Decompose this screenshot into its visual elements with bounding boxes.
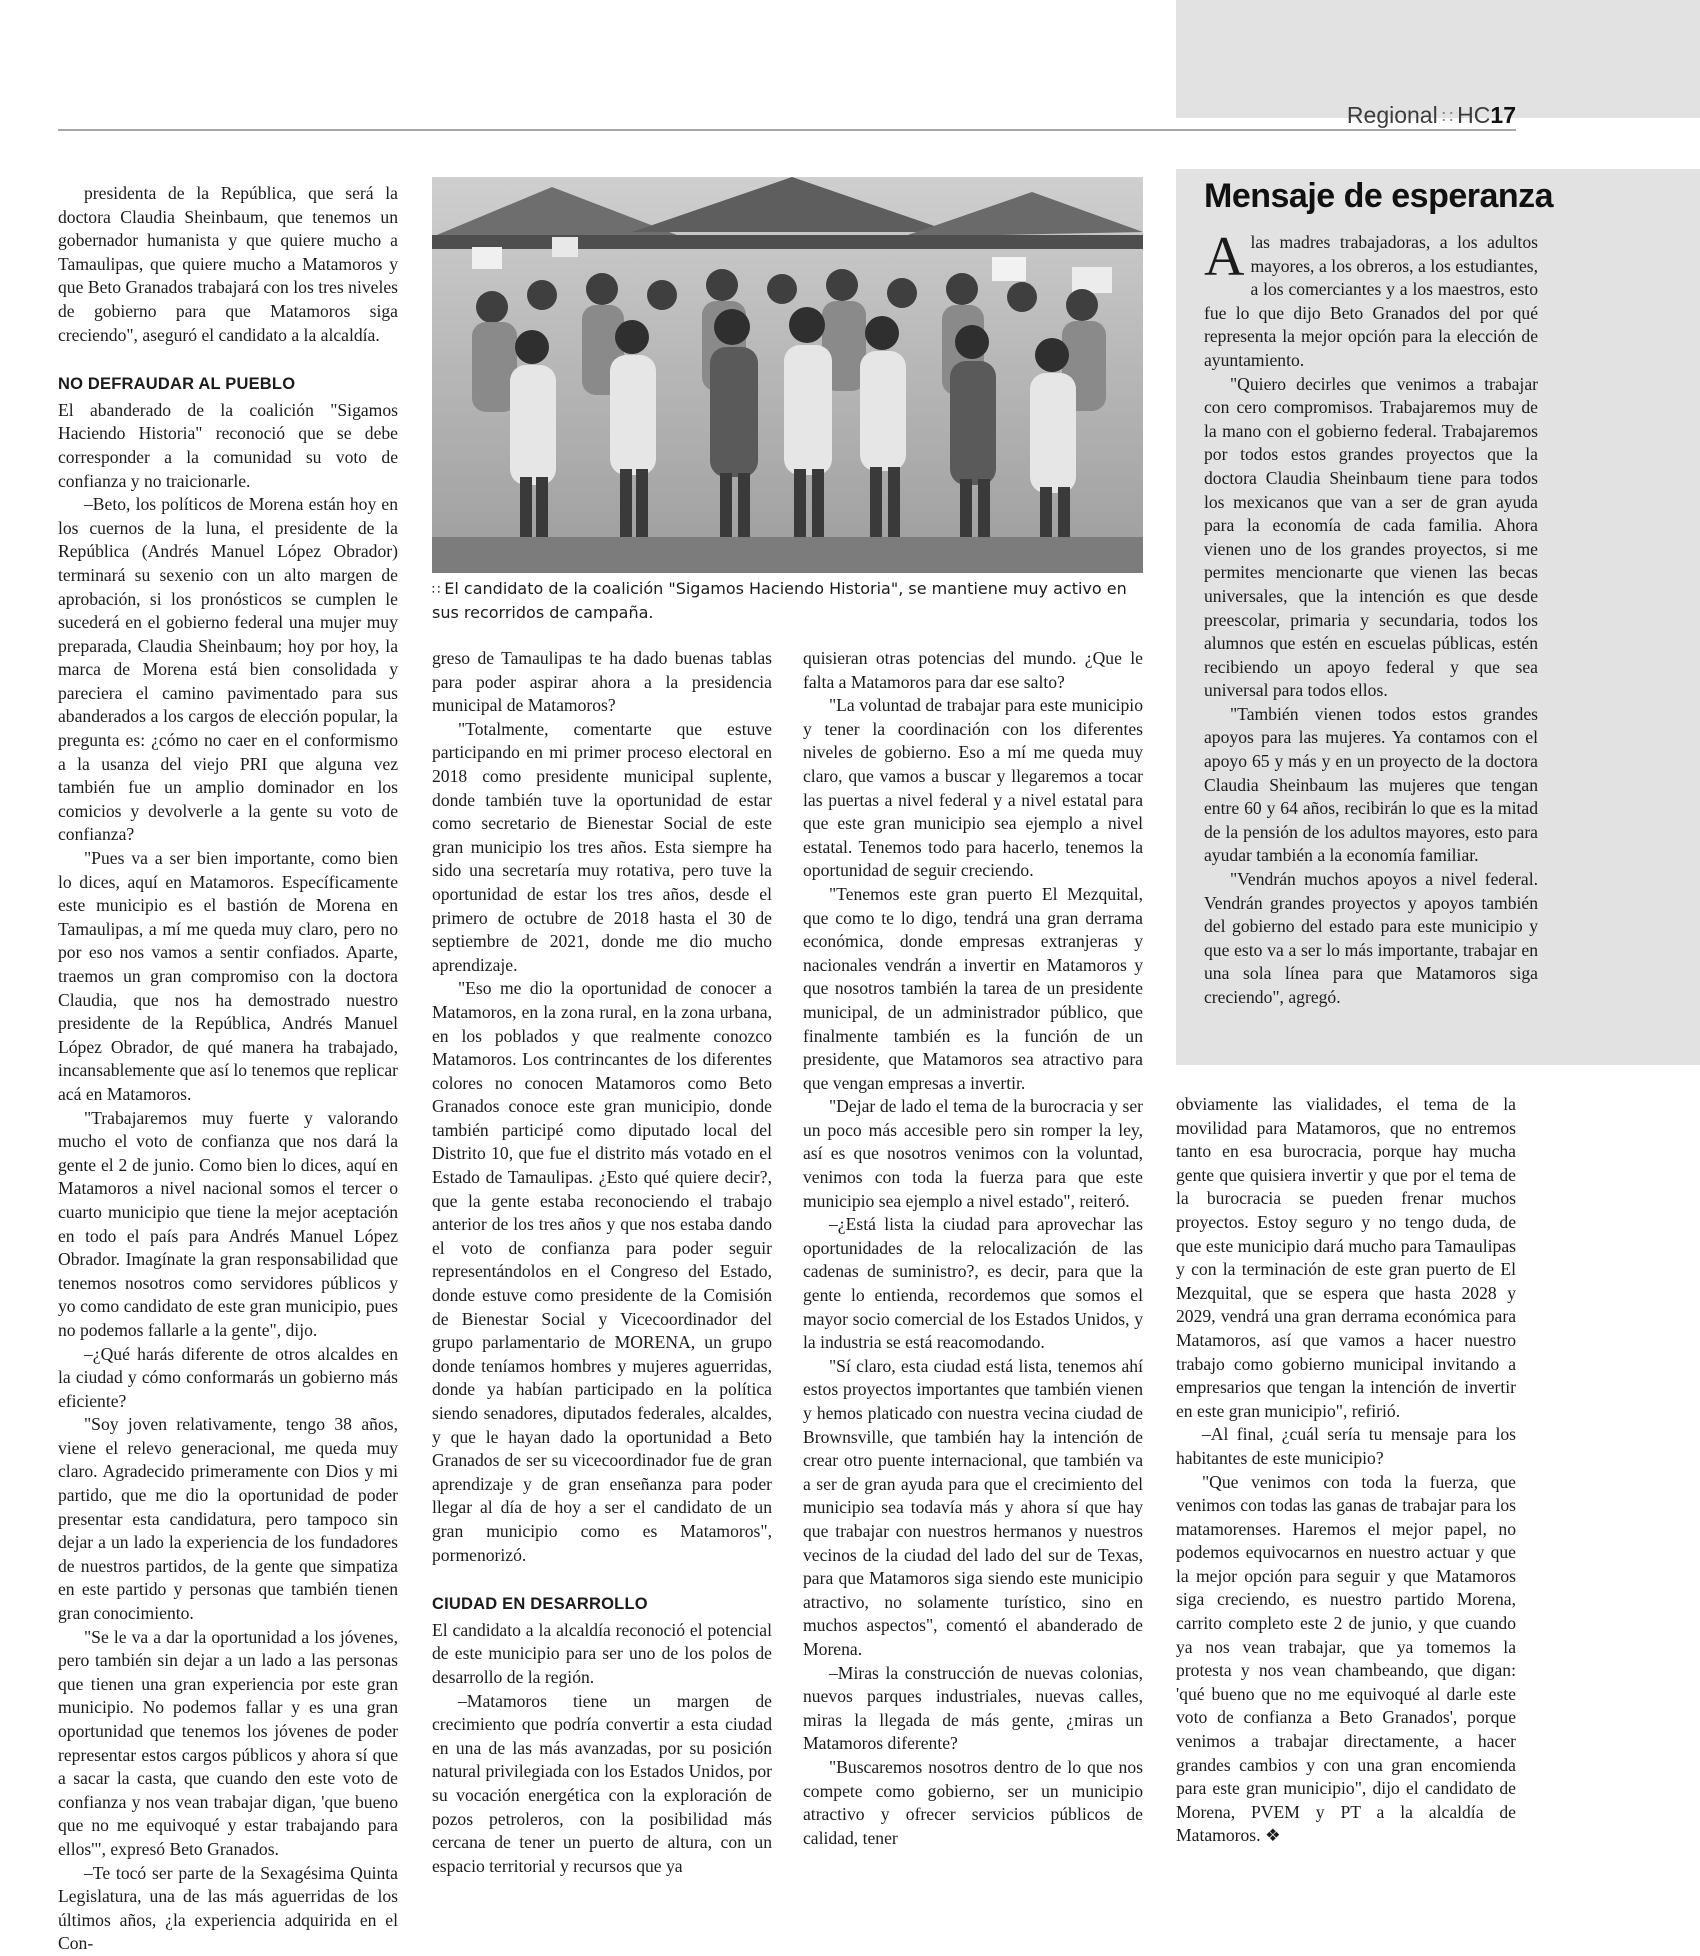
sidebar-text [1204,226,1538,1010]
separator-icon: ∷ [1441,107,1454,127]
sidebar-box [1176,169,1700,1065]
caption-marker-icon: ∷ [432,583,441,598]
paragraph: "Soy joven relativamente, tengo 38 años, viene el relevo generacional, me queda muy claro. Agradecido primeramente con Dios y mi partido, que me dio la oportunidad de poder presentar esta candidatura, pero tampoco sin dejar a un lado la experiencia de los fundadores de nuestros partidos, de la gente que simpatiza en este partido y personas que también tienen gran conocimiento. [58,1414,398,1624]
paragraph: "Vendrán muchos apoyos a nivel federal. Vendrán grandes proyectos y apoyos también del gobierno del estado para este municipio y que esto va a ser lo más importante, trabajar en una sola línea para que Matamoros siga creciendo", agregó. [1204,869,1538,1007]
paragraph: "Tenemos este gran puerto El Mezquital, que como te lo digo, tendrá una gran derrama económica, donde empresas extranjeras y nacionales vendrán a invertir en Matamoros y que nosotros también la tarea de un presidente municipal, de un administrador público, que finalmente también es la función de un presidente, que Matamoros sea atractivo para que vengan empresas a invertir. [803,883,1143,1093]
paragraph [1204,226,1538,373]
paragraph: –¿Qué harás diferente de otros alcaldes en la ciudad y cómo conformarás un gobierno más eficiente? [58,1343,398,1411]
paragraph: –Al final, ¿cuál sería tu mensaje para los habitantes de este municipio? [1176,1424,1516,1468]
paragraph: "Pues va a ser bien importante, como bien lo dices, aquí en Matamoros. Específicamente este municipio es el bastión de Morena en Tamaulipas, a mí me queda muy claro, pero no por eso nos vamos a sentir confiados. Aparte, traemos un gran compromiso con la doctora Claudia, que nos ha demostrado nuestro presidente de la República, Andrés Manuel López Obrador, de qué manera ha trabajado, incansablemente que así lo tenemos que replicar acá en Matamoros. [58,848,399,1104]
header-gray-band [1176,0,1700,118]
paragraph: –Te tocó ser parte de la Sexagésima Quinta Legislatura, una de las más aguerridas de los últimos años, ¿la experiencia adquirida en el Con- [58,1862,398,1954]
paragraph: "Se le va a dar la oportunidad a los jóvenes, pero también sin dejar a un lado a las personas que tienen una gran experiencia por este gran municipio. No podemos fallar y es una gran oportunidad que tenemos los jóvenes de poder representar estos cargos públicos y ahora sí que a sacar la casta, que cuando den este voto de confianza y nos vean trabajar digan, 'que bueno que no me equivoqué y estar trabajando para ellos'", expresó Beto Granados. [58,1626,398,1859]
paragraph: "Trabajaremos muy fuerte y valorando mucho el voto de confianza que nos dará la gente el 2 de junio. Como bien lo dices, aquí en Matamoros a nivel nacional somos el tercer o cuarto municipio que tiene la mejor aceptación en todo el país para Andrés Manuel López Obrador. Imagínate la gran responsabilidad que tenemos nosotros como servidores públicos y yo como candidato de este gran municipio, pues no podemos fallarle a la gente", dijo. [58,1107,398,1340]
paragraph: –Miras la construcción de nuevas colonias, nuevos parques industriales, nuevas calles, miras la llegada de más gente, ¿miras un Matamoros diferente? [803,1662,1143,1754]
paragraph: "Totalmente, comentarte que estuve participando en mi primer proceso electoral en 2018 como presidente municipal suplente, donde también tuve la oportunidad de estar como secretario de Bienestar Social de este gran municipio los tres años. Esta siempre ha sido una secretaría muy rotativa, pero tuve la oportunidad de estar los tres años, desde el primero de octubre de 2018 hasta el 30 de septiembre de 2021, donde me dio mucho aprendizaje. [432,718,772,975]
paragraph: "Sí claro, esta ciudad está lista, tenemos ahí estos proyectos importantes que también vienen y hemos platicado con nuestra vecina ciudad de Brownsville, que también hay la intención de crear otro puente internacional, que también va a ser de gran ayuda para que el crecimiento del municipio sea todavía más y ahora sí que hay que trabajar con nuestros hermanos y nuestros vecinos de la ciudad del lado del sur de Texas, para que Matamoros siga siendo este municipio atractivo, no solamente turístico, sino en muchos aspectos", comentó el abanderado de Morena. [803,1355,1143,1659]
paragraph: "La voluntad de trabajar para este municipio y tener la coordinación con los diferentes niveles de gobierno. Eso a mí me queda muy claro, que vamos a buscar y llegaremos a tocar las puertas a nivel federal y a nivel estatal para que este gran municipio sea ejemplo a nivel estatal. Tenemos todo para hacerlo, tenemos la oportunidad de seguir creciendo. [803,695,1143,881]
page-header [1347,102,1516,129]
caption-text: El candidato de la coalición "Sigamos Haciendo Historia", se mantiene muy activo en sus recorridos de campaña. [432,579,1127,622]
campaign-photo [432,177,1143,573]
paragraph: El candidato a la alcaldía reconoció el potencial de este municipio para ser uno de los polos de desarrollo de la región. [432,1619,772,1687]
paragraph: "Dejar de lado el tema de la burocracia y ser un poco más accesible pero sin romper la ley, así es que nosotros venimos con la voluntad, venimos con toda la fuerza para que este municipio sea ejemplo a nivel estado", reiteró. [803,1096,1143,1211]
paragraph: "Quiero decirles que venimos a trabajar con cero compromisos. Trabajaremos muy de la mano con el gobierno federal. Trabajaremos por todos estos grandes proyectos que la doctora Claudia Sheinbaum tiene para todos los mexicanos que van a ser de gran ayuda para la economía de cada familia. Ahora vienen uno de los grandes proyectos, si me permites mencionarte que vienen las becas universales, que la intención es que desde preescolar, primaria y secundaria, todos los alumnos que estén en escuelas públicas, estén recibiendo un apoyo federal y que sea universal para todos ellos. [1204,373,1538,701]
paragraph: greso de Tamaulipas te ha dado buenas tablas para poder aspirar ahora a la presidencia municipal de Matamoros? [432,648,772,716]
article-column-1 [58,182,399,1954]
paragraph: presidenta de la República, que será la doctora Claudia Sheinbaum, que tenemos un gobernador humanista y que quiere mucho a Tamaulipas, que quiere mucho a Matamoros y que Beto Granados trabajará con los tres niveles de gobierno para que Matamoros siga creciendo", aseguró el candidato a la alcaldía. [58,183,398,345]
crowd-photo-illustration [432,177,1143,573]
section-name: Regional [1346,102,1438,128]
paragraph: "También vienen todos estos grandes apoyos para las mujeres. Ya contamos con el apoyo 65 y más y en un proyecto de la doctora Claudia Sheinbaum las mujeres que tengan entre 60 y 64 años, recibirán lo que es la mitad de la pensión de los adultos mayores, esto para ayudar también a la economía familiar. [1204,703,1538,866]
sidebar-title: Mensaje de esperanza [1204,177,1554,215]
paragraph: –Beto, los políticos de Morena están hoy en los cuernos de la luna, el presidente de la República (Andrés Manuel López Obrador) terminará su sexenio con un alto margen de aprobación, si los pronósticos se cumplen le sucederá en el gobierno federal una mujer muy preparada, Claudia Sheinbaum; hoy por hoy, la marca de Morena está bien consolidada y pareciera el camino pavimentado para sus abanderados a los cargos de elección popular, la pregunta es: ¿cómo no caer en el conformismo a la usanza del viejo PRI que alguna vez también fue un amplio dominador en los comicios y devolverle a la gente su voto de confianza? [58,494,398,845]
photo-caption [432,578,1143,624]
paragraph: El abanderado de la coalición "Sigamos Haciendo Historia" reconoció que se debe corresponder a la comunidad su voto de confianza y no traicionarle. [58,399,398,491]
page-number: 17 [1490,102,1516,128]
article-column-2 [432,647,772,1876]
subheading: NO DEFRAUDAR AL PUEBLO [58,375,296,394]
paragraph: quisieran otras potencias del mundo. ¿Que le falta a Matamoros para dar ese salto? [803,648,1143,692]
paragraph: obviamente las vialidades, el tema de la movilidad para Matamoros, que no entremos tanto en esa burocracia, porque hay mucha gente que quisiera invertir y que por el tema de la burocracia se pueden frenar muchos proyectos. Estoy seguro y no tengo duda, de que este municipio dará mucho para Tamaulipas y con la terminación de este gran puerto de El Mezquital, que se espera que hasta 2028 y 2029, vendrá una gran derrama económica para Matamoros, así que vamos a hacer nuestro trabajo como gobierno municipal invitando a empresarios que tengan la intención de invertir en este gran municipio", refirió. [1176,1094,1516,1421]
paragraph: "Eso me dio la oportunidad de conocer a Matamoros, en la zona rural, en la zona urbana, en los poblados y que realmente conozco Matamoros. Los contrincantes de los diferentes colores no conocen Matamoros como Beto Granados conoce este gran municipio, donde también participé como diputado local del Distrito 10, que fue el distrito más votado en el Estado de Tamaulipas. ¿Esto qué quiere decir?, que la gente estaba reconociendo el trabajo anterior de los tres años y que nos estaba dando el voto de confianza para poder seguir representándolos en el Congreso del Estado, donde estuve como presidente de la Comisión de Bienestar Social y Vicecoordinador del grupo parlamentario de MORENA, un grupo donde teníamos hombres y mujeres aguerridas, donde ya habían participado en la política siendo senadores, diputados federales, alcaldes, y que le hayan dado la oportunidad a Beto Granados de ser su vicecoordinador fue de gran aprendizaje y de gran enseñanza para poder llegar al día de hoy a ser el candidato de un gran municipio como es Matamoros", pormenorizó. [432,978,772,1565]
article-column-3 [803,647,1143,1848]
paper-code: HC [1457,102,1491,128]
article-column-4 [1176,1093,1516,1846]
subheading: CIUDAD EN DESARROLLO [432,1595,648,1614]
paragraph: –¿Está lista la ciudad para aprovechar las oportunidades de la relocalización de las cadenas de suministro?, es decir, para que la gente lo entienda, recordemos que somos el mayor socio comercial de los Estados Unidos, y la industria se está reacomodando. [803,1214,1143,1353]
paragraph-text: las madres trabajadoras, a los adultos mayores, a los obreros, a los estudiantes, a los comerciantes y a los maestros, esto fue lo que dijo Beto Granados del por qué representa la mejor opción para la elección de ayuntamiento. [1204,232,1538,370]
paragraph: –Matamoros tiene un margen de crecimiento que podría convertir a esta ciudad en una de las más avanzadas, por su posición natural privilegiada con los Estados Unidos, por su vocación energética con la exploración de pozos petroleros, con la posibilidad más cercana de tener un puerto de altura, con un espacio territorial y recursos que ya [432,1690,772,1876]
paragraph-text: "Que venimos con toda la fuerza, que venimos con todas las ganas de trabajar para los matamorenses. Haremos el mejor papel, no podemos equivocarnos en nuestro actuar y que la mejor opción para seguir y que Matamoros siga creciendo, es nuestro partido Morena, carrito completo este 2 de junio, y que cuando ya nos vean trabajar, que ya tomemos la protesta y nos vean chambeando, que digan: 'qué bueno que no me equivoqué al darle este voto de confianza a Beto Granados', porque venimos a trabajar directamente, a hacer grandes cambios y con una gran encomienda para este gran municipio", dijo el candidato de Morena, PVEM y PT a la alcaldía de Matamoros. [1176,1471,1516,1846]
header-rule [58,129,1516,131]
drop-cap: A [1204,226,1245,288]
paragraph [1176,1471,1516,1849]
end-mark-icon: ❖ [1264,1825,1281,1846]
paragraph: "Buscaremos nosotros dentro de lo que nos compete como gobierno, ser un municipio atractivo y ofrecer servicios públicos de calidad, tener [803,1756,1143,1848]
